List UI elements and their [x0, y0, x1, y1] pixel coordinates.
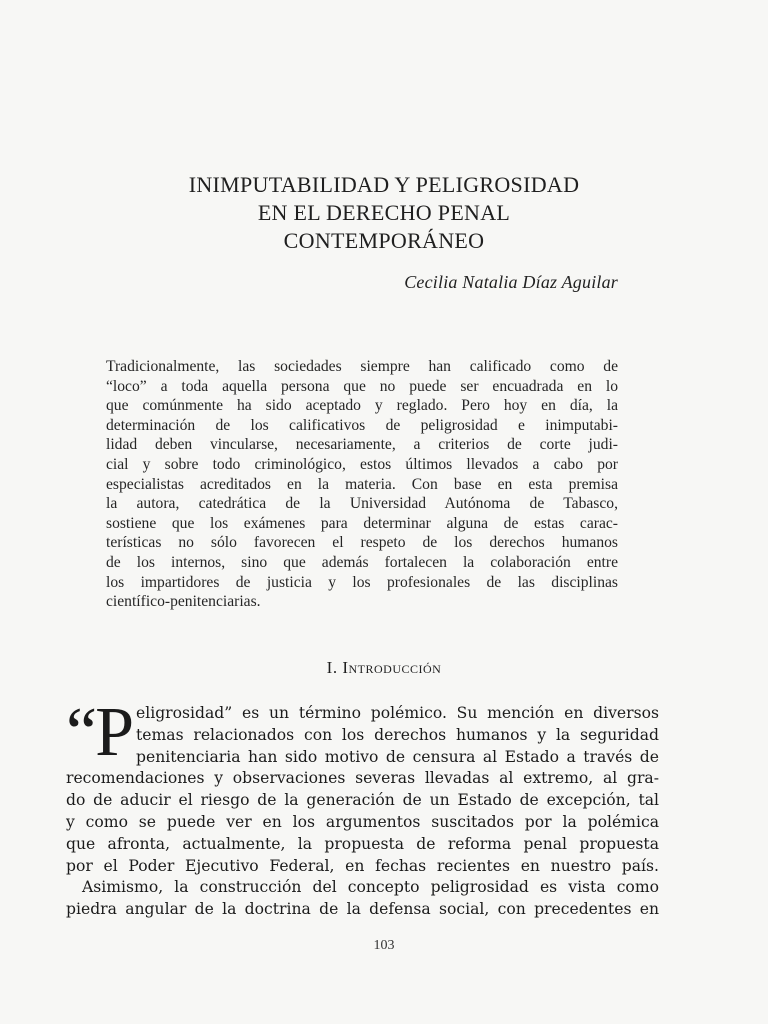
section-number: I.	[326, 658, 338, 677]
body-line: que afronta, actualmente, la propuesta de reforma penal propuesta	[66, 834, 659, 853]
body-line: piedra angular de la doctrina de la defensa social, con precedentes en	[66, 900, 659, 919]
abstract-line: Tradicionalmente, las sociedades siempre han calificado como de	[106, 358, 618, 375]
abstract-line: cial y sobre todo criminológico, estos últimos llevados a cabo por	[106, 455, 618, 473]
abstract-line: “loco” a toda aquella persona que no puede ser encuadrada en lo	[106, 377, 618, 395]
abstract-line: especialistas acreditados en la materia. Con base en esta premisa	[106, 475, 618, 493]
body-line: temas relacionados con los derechos humanos y la seguridad	[136, 725, 659, 744]
title-line-1: INIMPUTABILIDAD Y PELIGROSIDAD	[188, 172, 580, 197]
abstract-line: terísticas no sólo favorecen el respeto de los derechos humanos	[106, 534, 618, 552]
abstract-line: de los internos, sino que además fortalecen la colaboración entre	[106, 553, 618, 571]
abstract-line: científico-penitenciarias.	[106, 593, 261, 611]
abstract-line: sostiene que los exámenes para determinar alguna de estas carac-	[106, 514, 618, 532]
drop-cap: “P	[66, 694, 132, 771]
section-title-first-letter: I	[342, 658, 349, 677]
body-line: eligrosidad” es un término polémico. Su mención en diversos	[136, 704, 659, 722]
abstract-line: los impartidores de justicia y los profesionales de las disciplinas	[106, 573, 618, 591]
body-line: Asimismo, la construcción del concepto peligrosidad es vista como	[82, 878, 659, 897]
abstract	[106, 357, 618, 612]
section-heading	[0, 658, 768, 678]
abstract-line: determinación de los calificativos de peligrosidad e inimputabi-	[106, 416, 618, 434]
body-line: recomendaciones y observaciones severas llevadas al extremo, al gra-	[66, 769, 659, 788]
abstract-line: lidad deben vincularse, necesariamente, a criterios de corte judi-	[106, 436, 618, 454]
article-title	[0, 171, 768, 255]
author-name: Cecilia Natalia Díaz Aguilar	[404, 272, 618, 292]
abstract-line: que comúnmente ha sido aceptado y reglado. Pero hoy en día, la	[106, 397, 618, 415]
body-line: do de aducir el riesgo de la generación de un Estado de excepción, tal	[66, 791, 659, 810]
section-title-rest: ntroducción	[348, 658, 442, 677]
body-line: y como se puede ver en los argumentos suscitados por la polémica	[66, 812, 659, 831]
abstract-line: la autora, catedrática de la Universidad Autónoma de Tabasco,	[106, 495, 618, 513]
body-line: penitenciaria han sido motivo de censura al Estado a través de	[136, 747, 659, 766]
body-text	[66, 703, 659, 921]
page-number: 103	[373, 938, 395, 953]
body-line: por el Poder Ejecutivo Federal, en fechas recientes en nuestro país.	[66, 856, 659, 875]
title-line-2: EN EL DERECHO PENAL	[257, 200, 511, 225]
title-line-3: CONTEMPORÁNEO	[283, 228, 485, 253]
